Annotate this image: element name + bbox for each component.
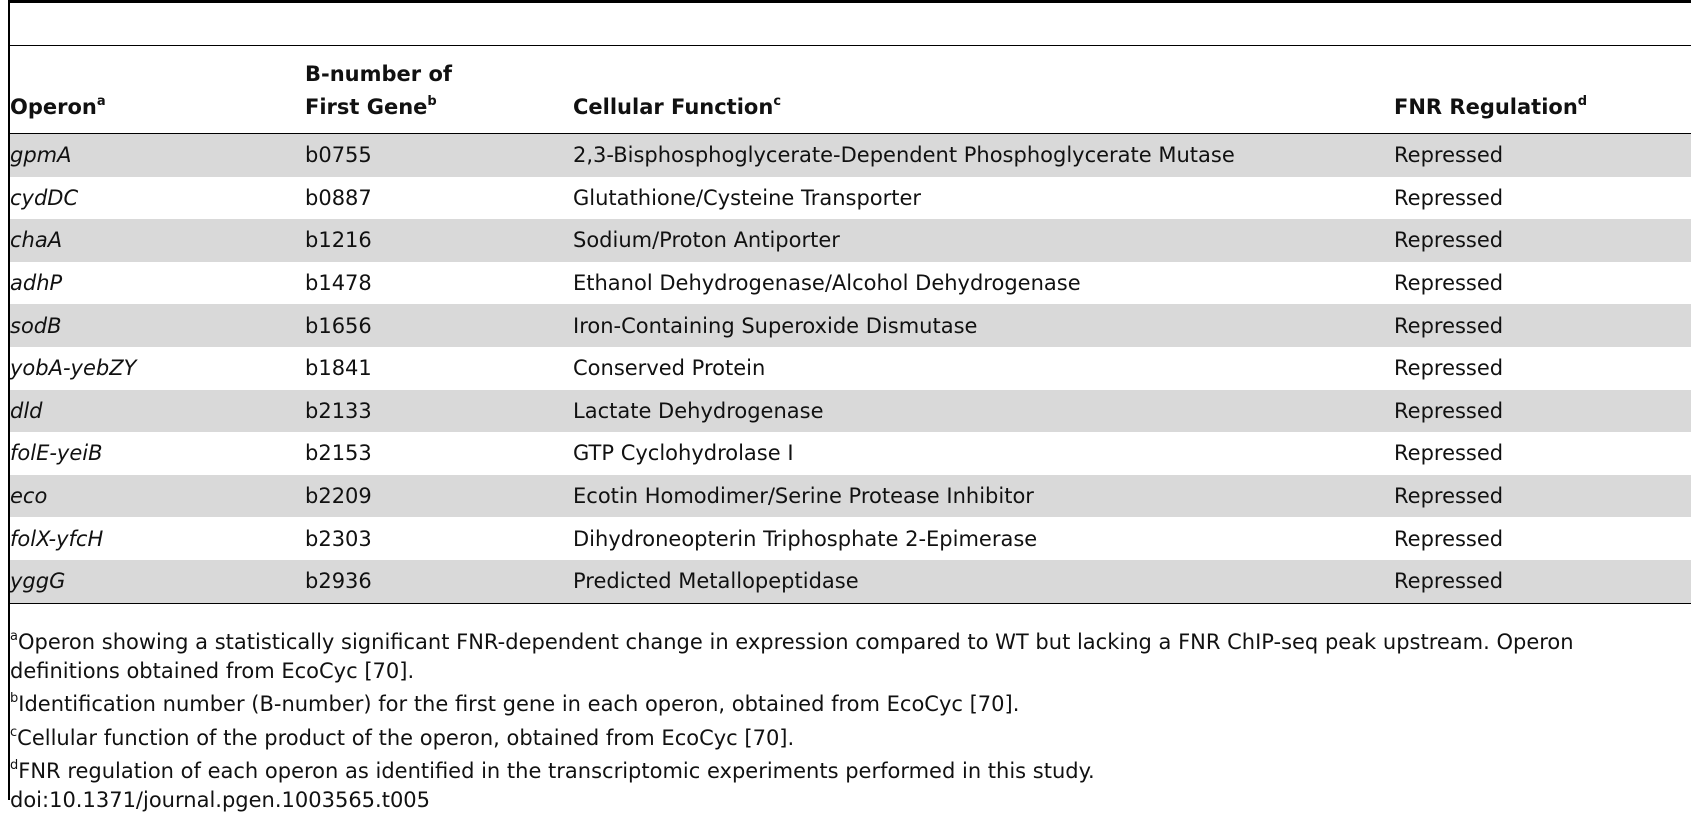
cell-bnumber: b1841	[305, 347, 573, 390]
cell-bnumber: b2936	[305, 560, 573, 603]
cell-fnr-regulation: Repressed	[1394, 560, 1691, 603]
table-row	[10, 262, 1691, 305]
header-cellular-function: Cellular Function$^c$	[573, 46, 1394, 134]
cell-operon: dld	[10, 390, 305, 433]
table-row	[10, 390, 1691, 433]
footnote-d: $^d$FNR regulation of each operon as identified in the transcriptomic experiments performed in this study.	[10, 752, 1680, 786]
table-row	[10, 560, 1691, 603]
cell-fnr-regulation: Repressed	[1394, 177, 1691, 220]
footnote-c: $^c$Cellular function of the product of the operon, obtained from EcoCyc [70].	[10, 719, 1680, 753]
footnote-b: $^b$Identification number (B-number) for the first gene in each operon, obtained from EcoCyc [70].	[10, 685, 1680, 719]
header-operon: Operon$^a$	[10, 46, 305, 134]
cell-fnr-regulation: Repressed	[1394, 347, 1691, 390]
cell-cellular-function: Ecotin Homodimer/Serine Protease Inhibitor	[573, 475, 1394, 518]
cell-operon: adhP	[10, 262, 305, 305]
cell-operon: yggG	[10, 560, 305, 603]
table-footnotes	[10, 623, 1680, 814]
cell-cellular-function: Predicted Metallopeptidase	[573, 560, 1394, 603]
cell-cellular-function: 2,3-Bisphosphoglycerate-Dependent Phosphoglycerate Mutase	[573, 134, 1394, 177]
cell-bnumber: b2209	[305, 475, 573, 518]
table-row	[10, 219, 1691, 262]
cell-cellular-function: Lactate Dehydrogenase	[573, 390, 1394, 433]
cell-fnr-regulation: Repressed	[1394, 390, 1691, 433]
header-fnr-regulation: FNR Regulation$^d$	[1394, 46, 1691, 134]
cell-cellular-function: Sodium/Proton Antiporter	[573, 219, 1394, 262]
cell-operon: sodB	[10, 304, 305, 347]
cell-fnr-regulation: Repressed	[1394, 304, 1691, 347]
cell-fnr-regulation: Repressed	[1394, 432, 1691, 475]
table-row	[10, 177, 1691, 220]
table-header-row	[10, 46, 1691, 134]
cell-bnumber: b0755	[305, 134, 573, 177]
cell-operon: cydDC	[10, 177, 305, 220]
footnote-a: $^a$Operon showing a statistically significant FNR-dependent change in expression compared to WT but lacking a FNR ChIP-seq peak upstream. Operon definitions obtained from EcoCyc [70].	[10, 623, 1680, 685]
doi-link[interactable]: doi:10.1371/journal.pgen.1003565.t005	[10, 786, 1680, 814]
cell-bnumber: b1216	[305, 219, 573, 262]
cell-operon: chaA	[10, 219, 305, 262]
cell-cellular-function: Glutathione/Cysteine Transporter	[573, 177, 1394, 220]
cell-cellular-function: Ethanol Dehydrogenase/Alcohol Dehydrogenase	[573, 262, 1394, 305]
cell-fnr-regulation: Repressed	[1394, 134, 1691, 177]
cell-cellular-function: Iron-Containing Superoxide Dismutase	[573, 304, 1394, 347]
cell-bnumber: b0887	[305, 177, 573, 220]
cell-operon: eco	[10, 475, 305, 518]
table-row	[10, 517, 1691, 560]
table-row	[10, 475, 1691, 518]
table-row	[10, 304, 1691, 347]
table-row	[10, 432, 1691, 475]
cell-bnumber: b2133	[305, 390, 573, 433]
cell-operon: folE-yeiB	[10, 432, 305, 475]
operon-table	[10, 45, 1691, 604]
cell-bnumber: b1478	[305, 262, 573, 305]
cell-fnr-regulation: Repressed	[1394, 517, 1691, 560]
cell-bnumber: b1656	[305, 304, 573, 347]
cell-fnr-regulation: Repressed	[1394, 475, 1691, 518]
table-row	[10, 347, 1691, 390]
cell-cellular-function: Dihydroneopterin Triphosphate 2-Epimerase	[573, 517, 1394, 560]
cell-bnumber: b2153	[305, 432, 573, 475]
cell-fnr-regulation: Repressed	[1394, 219, 1691, 262]
cell-cellular-function: GTP Cyclohydrolase I	[573, 432, 1394, 475]
cell-operon: folX-yfcH	[10, 517, 305, 560]
table-row	[10, 134, 1691, 177]
cell-fnr-regulation: Repressed	[1394, 262, 1691, 305]
cell-operon: gpmA	[10, 134, 305, 177]
cell-cellular-function: Conserved Protein	[573, 347, 1394, 390]
data-table-container	[10, 45, 1691, 604]
cell-operon: yobA-yebZY	[10, 347, 305, 390]
header-bnumber: B-number of First Gene$^b$	[305, 46, 573, 134]
cell-bnumber: b2303	[305, 517, 573, 560]
